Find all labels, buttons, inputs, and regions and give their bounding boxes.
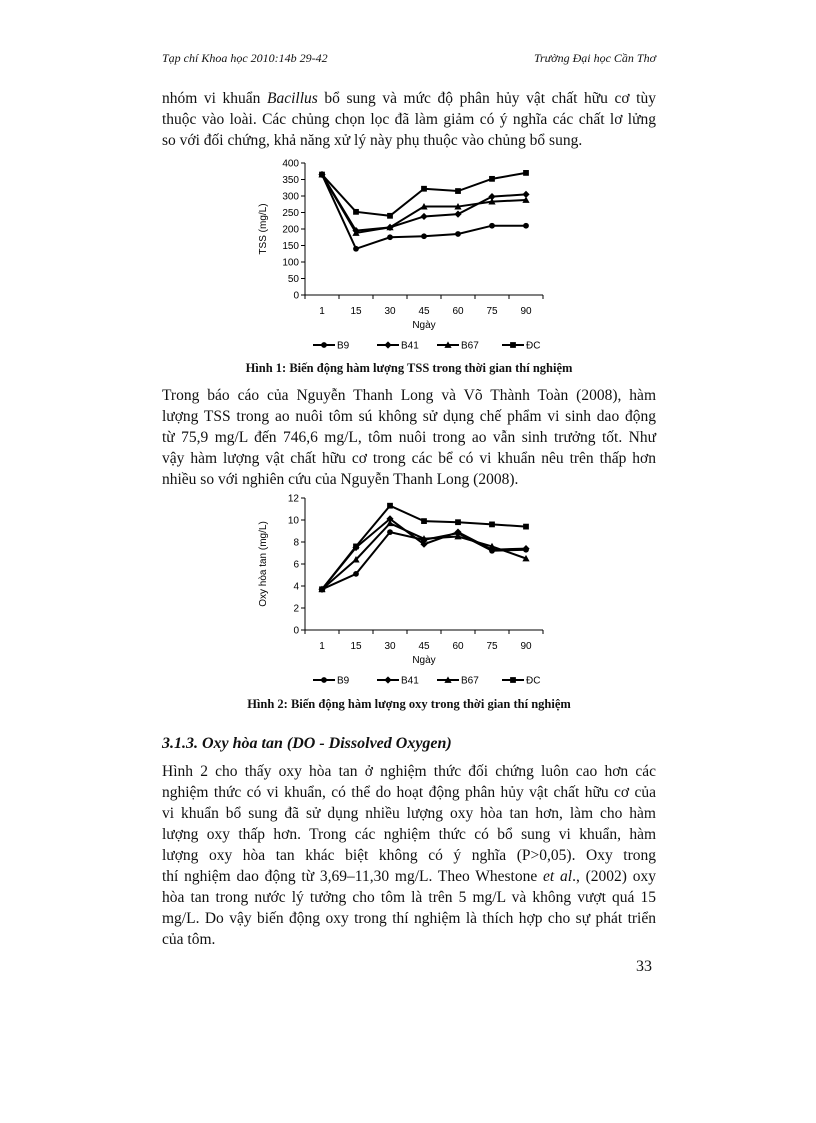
y-tick-label: 0 xyxy=(293,625,299,637)
data-point xyxy=(523,223,529,229)
data-point xyxy=(353,544,359,550)
legend-label: B9 xyxy=(337,340,350,352)
x-tick-label: 90 xyxy=(520,306,532,317)
legend-label: B67 xyxy=(461,340,479,352)
data-point xyxy=(353,571,359,577)
data-point xyxy=(420,213,427,220)
x-tick-label: 15 xyxy=(350,306,362,317)
y-tick-label: 50 xyxy=(287,274,299,285)
data-point xyxy=(387,213,393,219)
legend-marker xyxy=(384,341,391,348)
data-point xyxy=(387,529,393,535)
x-axis-label: Ngày xyxy=(412,655,436,666)
y-tick-label: 6 xyxy=(293,559,299,571)
data-point xyxy=(455,519,461,525)
x-tick-label: 30 xyxy=(384,306,396,317)
data-point xyxy=(421,233,427,239)
series-B9 xyxy=(319,172,529,252)
data-point xyxy=(489,176,495,182)
y-tick-label: 250 xyxy=(282,208,299,219)
legend-item xyxy=(377,341,419,352)
legend-item xyxy=(437,676,479,687)
legend-marker xyxy=(510,342,516,348)
legend-item xyxy=(502,676,540,687)
x-tick-label: 45 xyxy=(418,641,430,652)
y-tick-label: 12 xyxy=(287,493,299,505)
section-title: 3.1.3. Oxy hòa tan (DO - Dissolved Oxygen) xyxy=(162,735,452,752)
y-tick-label: 10 xyxy=(287,515,299,527)
data-point xyxy=(421,518,427,524)
y-tick-label: 400 xyxy=(282,158,299,170)
text-line: mg/L. Do vậy biến động oxy trong thí nghiệm là thích hợp cho sự phát triển xyxy=(162,910,656,927)
paragraph-3 xyxy=(162,761,656,950)
y-tick-label: 350 xyxy=(282,175,299,186)
text-line: từ 75,9 mg/L đến 746,6 mg/L, tôm nuôi trong ao vẫn sinh trưởng tốt. Như xyxy=(162,429,656,446)
y-tick-label: 8 xyxy=(293,537,299,549)
data-point xyxy=(455,231,461,237)
data-point xyxy=(455,188,461,194)
legend-item xyxy=(502,341,540,352)
x-tick-label: 90 xyxy=(520,641,532,652)
data-point xyxy=(523,524,529,530)
legend-item xyxy=(313,676,350,687)
data-point xyxy=(387,503,393,509)
legend-label: ĐC xyxy=(526,675,541,687)
university-header: Trường Đại học Cần Thơ xyxy=(533,51,656,65)
text-line: nghiệm thức có vi khuẩn, có thể do hoạt động phân hủy vật chất hữu cơ của xyxy=(162,784,656,801)
x-tick-label: 45 xyxy=(418,306,430,317)
legend-label: B41 xyxy=(401,340,419,352)
text-line: vậy hàm lượng vật chất hữu cơ trong các bể có vi khuẩn nêu trên thấp hơn xyxy=(162,450,656,467)
text-line: thuộc vào loài. Các chủng chọn lọc đã làm giảm có ý nghĩa các chất lơ lửng xyxy=(162,111,656,128)
y-axis-label: Oxy hòa tan (mg/L) xyxy=(258,521,269,607)
series-line xyxy=(322,519,526,589)
text-line: lượng TSS trong ao nuôi tôm sú không sử dụng chế phẩm vi sinh dao động xyxy=(162,408,656,425)
x-tick-label: 75 xyxy=(486,306,498,317)
text-line: lượng oxy thấp hơn. Trong các nghiệm thức có bổ sung vi khuẩn, hàm xyxy=(162,826,656,843)
legend-item xyxy=(437,341,479,352)
figure-1-caption: Hình 1: Biến động hàm lượng TSS trong thời gian thí nghiệm xyxy=(245,361,573,375)
y-tick-label: 150 xyxy=(282,241,299,252)
text-line: nhóm vi khuẩn Bacillus bổ sung và mức độ phân hủy vật chất hữu cơ tùy xyxy=(162,90,656,107)
legend-label: B41 xyxy=(401,675,419,687)
legend-label: ĐC xyxy=(526,340,541,352)
text-line: so với đối chứng, khả năng xử lý này phụ thuộc vào chủng bổ sung. xyxy=(162,132,583,149)
page-number: 33 xyxy=(636,958,652,975)
x-tick-label: 1 xyxy=(319,641,325,652)
paragraph-1 xyxy=(162,88,656,151)
y-tick-label: 0 xyxy=(293,290,299,302)
data-point xyxy=(353,209,359,215)
text-line: nhiều so với nghiên cứu của Nguyễn Thanh Long (2008). xyxy=(162,471,519,488)
text-line: Trong báo cáo của Nguyễn Thanh Long và Võ Thành Toàn (2008), hàm xyxy=(162,387,656,404)
oxygen-chart xyxy=(240,490,580,695)
data-point xyxy=(421,186,427,192)
x-tick-label: 30 xyxy=(384,641,396,652)
legend-marker xyxy=(510,677,516,683)
data-point xyxy=(353,246,359,252)
data-point xyxy=(454,211,461,218)
x-axis-label: Ngày xyxy=(412,320,436,331)
y-tick-label: 4 xyxy=(293,581,299,593)
text-line: lượng oxy hòa tan khác biệt không có ý nghĩa (P>0,05). Oxy trong xyxy=(162,847,656,864)
data-point xyxy=(489,522,495,528)
data-point xyxy=(522,545,529,552)
text-line: của tôm. xyxy=(162,931,216,948)
text-line: thí nghiệm dao động từ 3,69–11,30 mg/L. Theo Whestone et al., (2002) oxy xyxy=(162,868,656,885)
x-tick-label: 60 xyxy=(452,641,464,652)
data-point xyxy=(319,586,325,592)
paragraph-2 xyxy=(162,385,656,490)
x-tick-label: 1 xyxy=(319,306,325,317)
y-tick-label: 2 xyxy=(293,603,299,615)
text-line: hòa tan trong nước lý tưởng cho tôm là trên 5 mg/L và không vượt quá 15 xyxy=(162,889,656,906)
y-tick-label: 100 xyxy=(282,257,299,269)
data-point xyxy=(319,172,325,178)
series-ĐC xyxy=(319,170,529,219)
figure-2-caption: Hình 2: Biến động hàm lượng oxy trong thời gian thí nghiệm xyxy=(247,697,571,711)
data-point xyxy=(489,223,495,229)
series-line xyxy=(322,175,526,231)
data-point xyxy=(523,170,529,176)
legend-label: B9 xyxy=(337,675,350,687)
legend-item xyxy=(377,676,419,687)
series-line xyxy=(322,523,526,589)
x-tick-label: 60 xyxy=(452,306,464,317)
legend-item xyxy=(313,341,350,352)
text-line: vi khuẩn bổ sung đã sử dụng nhiều lượng oxy hòa tan hơn, làm cho hàm xyxy=(162,805,656,822)
x-tick-label: 15 xyxy=(350,641,362,652)
y-axis-label: TSS (mg/L) xyxy=(258,203,269,255)
y-tick-label: 300 xyxy=(282,191,299,203)
journal-header: Tạp chí Khoa học 2010:14b 29-42 xyxy=(162,51,328,65)
legend-marker xyxy=(384,676,391,683)
legend-marker xyxy=(321,342,327,348)
x-tick-label: 75 xyxy=(486,641,498,652)
y-tick-label: 200 xyxy=(282,224,299,236)
text-line: Hình 2 cho thấy oxy hòa tan ở nghiệm thức đối chứng luôn cao hơn các xyxy=(162,763,656,780)
legend-marker xyxy=(321,677,327,683)
tss-chart xyxy=(240,155,580,360)
legend-label: B67 xyxy=(461,675,479,687)
data-point xyxy=(387,234,393,240)
